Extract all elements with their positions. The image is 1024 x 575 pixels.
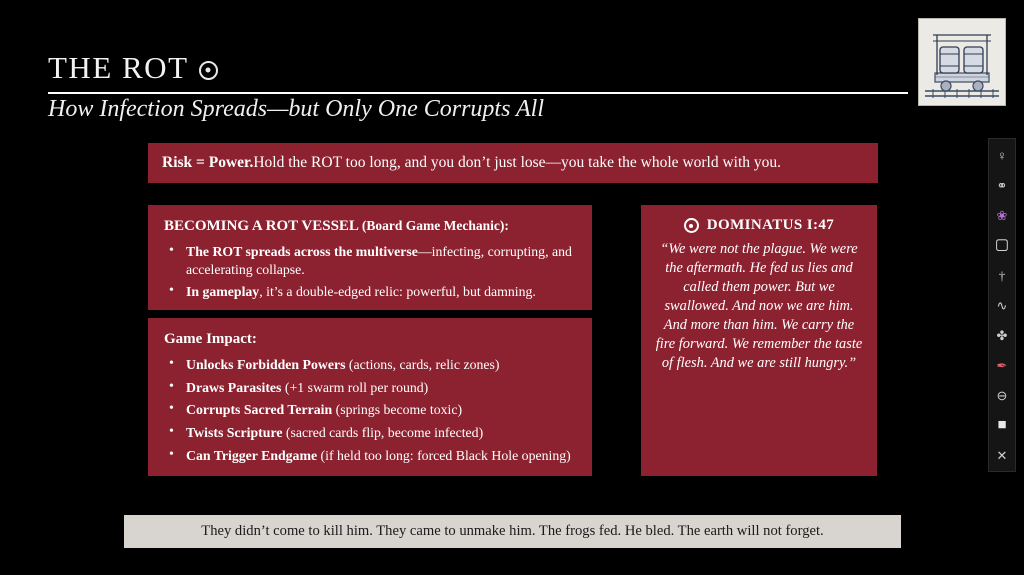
quote-card-title: DOMINATUS I:47 bbox=[706, 217, 835, 233]
page-subtitle: How Infection Spreads—but Only One Corrupts All bbox=[48, 96, 544, 122]
list-item bbox=[164, 401, 576, 419]
dagger-icon[interactable]: † bbox=[998, 267, 1006, 283]
venus-symbol-icon[interactable]: ♀ bbox=[997, 147, 1007, 163]
bullet-lead: Unlocks Forbidden Powers bbox=[186, 357, 346, 372]
close-x-icon[interactable]: ✕ bbox=[996, 447, 1008, 463]
impact-card-heading: Game Impact: bbox=[164, 331, 257, 347]
barrel-cart-drawing bbox=[919, 19, 1005, 105]
quote-card-body: “We were not the plague. We were the aftermath. He fed us lies and called them power. But we swallowed. And now we are him. And more than him. We carry the fire forward. We remember the taste of flesh. And we are still hungry.” bbox=[655, 241, 863, 372]
bullet-lead: Twists Scripture bbox=[186, 424, 283, 440]
bullet-rest: (if held too long: forced Black Hole opening) bbox=[317, 447, 571, 463]
footer-caption: They didn’t come to kill him. They came to unmake him. The frogs fed. He bled. The earth will not forget. bbox=[124, 515, 901, 548]
feather-quill-icon[interactable]: ✒ bbox=[996, 357, 1008, 373]
bullet-lead: The ROT spreads across the multiverse bbox=[186, 244, 418, 259]
target-circle-icon bbox=[199, 61, 218, 80]
butterfly-icon[interactable]: ❀ bbox=[996, 207, 1008, 223]
becoming-a-rot-vessel-card bbox=[148, 205, 592, 310]
dominatus-quote-card bbox=[641, 205, 877, 476]
rounded-square-icon[interactable]: ▢ bbox=[994, 236, 1010, 253]
list-item bbox=[164, 283, 576, 301]
list-item bbox=[164, 447, 576, 465]
icon-rail[interactable] bbox=[988, 138, 1016, 472]
rot-barrel-cart-illustration bbox=[918, 18, 1006, 106]
bullet-rest: (springs become toxic) bbox=[332, 402, 463, 418]
vessel-card-heading-sub: (Board Game Mechanic): bbox=[361, 218, 509, 233]
bullet-rest: (sacred cards flip, become infected) bbox=[282, 424, 484, 440]
risk-banner bbox=[148, 143, 878, 183]
bullet-rest: (actions, cards, relic zones) bbox=[345, 357, 500, 372]
bullet-rest: (+1 swarm roll per round) bbox=[281, 379, 429, 395]
quote-card-heading bbox=[653, 217, 865, 234]
bullet-lead: In gameplay bbox=[186, 284, 260, 300]
compass-star-icon[interactable]: ✤ bbox=[996, 327, 1008, 343]
risk-banner-lead: Risk = Power. bbox=[162, 154, 254, 171]
game-impact-card bbox=[148, 318, 592, 476]
dna-helix-icon[interactable]: ⚭ bbox=[996, 177, 1008, 193]
bullet-lead: Draws Parasites bbox=[186, 379, 282, 395]
filled-square-icon[interactable]: ■ bbox=[997, 416, 1007, 433]
target-circle-icon bbox=[684, 218, 699, 233]
list-item bbox=[164, 356, 576, 374]
list-item bbox=[164, 379, 576, 397]
vessel-card-bullet-list bbox=[164, 243, 576, 301]
vessel-card-heading bbox=[164, 217, 576, 235]
page-title-text: THE ROT bbox=[48, 50, 189, 85]
risk-banner-text: Hold the ROT too long, and you don’t just lose—you take the whole world with you. bbox=[253, 154, 782, 171]
bullet-lead: Corrupts Sacred Terrain bbox=[186, 402, 333, 418]
minus-circle-icon[interactable]: ⊖ bbox=[996, 387, 1008, 403]
list-item bbox=[164, 243, 576, 278]
title-divider bbox=[48, 92, 908, 94]
vessel-card-heading-main: BECOMING A ROT VESSEL bbox=[164, 218, 359, 234]
wave-icon[interactable]: ∿ bbox=[996, 297, 1008, 313]
list-item bbox=[164, 424, 576, 442]
page-title bbox=[48, 50, 218, 86]
bullet-rest: , it’s a double-edged relic: powerful, but damning. bbox=[259, 284, 536, 300]
bullet-lead: Can Trigger Endgame bbox=[186, 447, 318, 463]
impact-card-bullet-list bbox=[164, 356, 576, 464]
bullet-rest: —infecting, corrupting, and accelerating collapse. bbox=[186, 244, 572, 277]
